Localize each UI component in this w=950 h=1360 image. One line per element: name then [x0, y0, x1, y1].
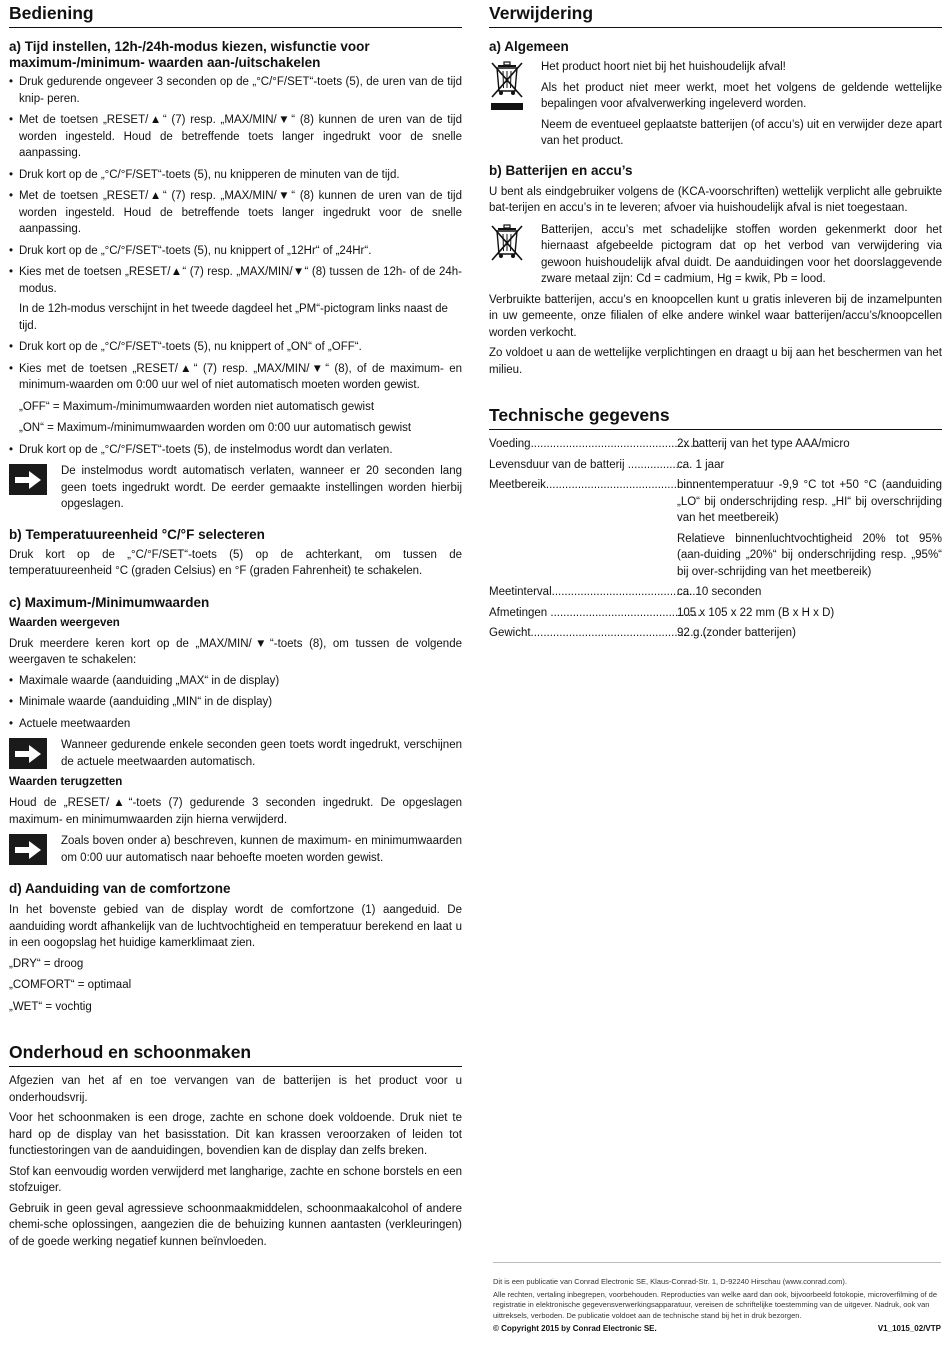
arrow-right-icon: [9, 834, 47, 865]
spec-row: [489, 457, 942, 474]
wet-line: „WET“ = vochtig: [9, 1000, 92, 1013]
spec-label: Voeding.....................................................: [489, 438, 700, 450]
weee-block: [489, 59, 942, 150]
batterijen-p3: Verbruikte batterijen, accu’s en knoopcellen kunt u gratis inleveren bij de inzamelpunten in uw gemeente, onze filialen of elke andere winkel waar batterijen/accu’s/knoopcellen worden verkocht.: [489, 293, 942, 339]
section-title-bediening: Bediening: [9, 0, 462, 28]
heading-c-maxmin: c) Maximum-/Minimumwaarden: [9, 594, 210, 610]
maint-p2: Voor het schoonmaken is een droge, zachte en schone doek voldoende. Druk niet te hard op de display van het basisstation. Dit kan krassen veroorzaken of leiden tot functiestoringen van de aanduidingen, bovendien kan de display dan zelfs breken.: [9, 1112, 462, 1157]
on-line: „ON“ = Maximum-/minimumwaarden worden om 0:00 uur automatisch gewist: [19, 422, 412, 434]
list-item: • Druk kort op de „°C/°F/SET“-toets (5), nu knipperen de minuten van de tijd.: [9, 167, 462, 184]
maint-p1: Afgezien van het af en toe vervangen van de batterijen is het product voor u onderhoudsvrij.: [9, 1075, 462, 1104]
spec-row: [489, 477, 942, 527]
spec-row: [489, 584, 942, 601]
batterijen-p1: U bent als eindgebruiker volgens de (KCA-voorschriften) wettelijk verplicht alle gebruikte bat-terijen en accu’s in te leveren; afvoer via huishoudelijk afval is niet toegestaan.: [489, 185, 942, 214]
spec-value: Relatieve binnenluchtvochtigheid 20% tot 95% (aan-duiding „20%“ bij onderschrijding resp. „95%“ bij over-schrijding van het meetbereik): [677, 532, 942, 578]
arrow-right-icon: [9, 738, 47, 769]
section-title-verwijdering: Verwijdering: [489, 0, 942, 28]
note-c-1: [9, 737, 462, 770]
spec-value: ca. 1 jaar: [677, 458, 725, 471]
list-item: • Kies met de toetsen „RESET/▲“ (7) resp. „MAX/MIN/▼“ (8), of de maximum- en minimum-waarden om 0:00 uur wel of niet automatisch moeten worden gewist.: [9, 361, 462, 394]
note-a-text: De instelmodus wordt automatisch verlaten, wanneer er 20 seconden lang geen toets ingedrukt wordt. De eerder gemaakte instellingen worden hierbij opgeslagen.: [61, 465, 462, 510]
list-item: • Druk kort op de „°C/°F/SET“-toets (5), de instelmodus wordt dan verlaten.: [9, 442, 462, 459]
list-item: • Kies met de toetsen „RESET/▲“ (7) resp. „MAX/MIN/▼“ (8) tussen de 12h- of de 24h-modus.: [9, 264, 462, 297]
spec-label: Gewicht.......................................................: [489, 627, 707, 639]
battery-bin-block: [489, 222, 942, 288]
algemeen-p1: Het product hoort niet bij het huishoudelijk afval!: [541, 61, 786, 73]
spec-table: [489, 436, 942, 642]
algemeen-p3: Neem de eventueel geplaatste batterijen (of accu’s) uit en verwijder deze apart van het product.: [541, 118, 942, 147]
note-a: [9, 463, 462, 513]
left-column: [9, 0, 462, 1250]
list-a-2: [9, 339, 462, 394]
list-item: • Minimale waarde (aanduiding „MIN“ in de display): [9, 694, 462, 711]
section-title-technische-gegevens: Technische gegevens: [489, 402, 942, 430]
heading-b-temp: b) Temperatuureenheid °C/°F selecteren: [9, 526, 265, 542]
right-column: [489, 0, 942, 642]
heading-a-tijd: a) Tijd instellen, 12h-/24h-modus kiezen, wisfunctie voor maximum-/minimum- waarden aan-/uitschakelen: [9, 39, 370, 70]
list-c: [9, 673, 462, 733]
arrow-right-icon: [9, 464, 47, 495]
pm-note: In de 12h-modus verschijnt in het tweede dagdeel het „PM“-pictogram links naast de tijd.: [19, 303, 448, 332]
imprint-footer: [493, 1262, 941, 1333]
spec-label: Levensduur van de batterij ..................: [489, 458, 686, 471]
dry-line: „DRY“ = droog: [9, 957, 84, 970]
footer-rights: Alle rechten, vertaling inbegrepen, voorbehouden. Reproducties van welke aard dan ook, bijvoorbeeld fotokopie, microverfilming of de registratie in elektronische gegevensverwerkingsapparatuur, vereisen de schriftelijke toestemming van de uitgever. Nadruk, ook van uittreksels, verboden. De publicatie voldoet aan de technische stand bij het in druk bezorgen.: [493, 1289, 938, 1320]
list-a-1: [9, 74, 462, 297]
note-c-2-text: Zoals boven onder a) beschreven, kunnen de maximum- en minimumwaarden om 0:00 uur automatisch naar behoefte moeten worden gewist.: [61, 835, 462, 864]
algemeen-p2: Als het product niet meer werkt, moet het volgens de geldende wettelijke bepalingen voor afvalverwerking ingeleverd worden.: [541, 81, 942, 110]
maint-p4: Gebruik in geen geval agressieve schoonmaakmiddelen, schoonmaakalcohol of andere chemi-sche oplossingen, aangezien die de behuizing kunnen aantasten (verkleuringen) of de goede werking negatief kunnen beïnvloeden.: [9, 1202, 462, 1248]
section-title-onderhoud: Onderhoud en schoonmaken: [9, 1039, 462, 1067]
spec-row: [489, 436, 942, 453]
batterijen-p4: Zo voldoet u aan de wettelijke verplichtingen en draagt u bij aan het beschermen van het milieu.: [489, 347, 942, 376]
footer-publisher: Dit is een publicatie van Conrad Electronic SE, Klaus-Conrad-Str. 1, D-92240 Hirschau (www.conrad.com).: [493, 1277, 847, 1286]
subheading-waarden-weergeven: Waarden weergeven: [9, 616, 120, 629]
crossed-bin-icon: [489, 222, 527, 267]
text-c-1: Druk meerdere keren kort op de „MAX/MIN/▼“-toets (8), om tussen de volgende weergaven te schakelen:: [9, 637, 462, 666]
subheading-waarden-terugzetten: Waarden terugzetten: [9, 776, 123, 788]
comfort-line: „COMFORT“ = optimaal: [9, 979, 132, 991]
list-item: • Maximale waarde (aanduiding „MAX“ in de display): [9, 673, 462, 690]
footer-copyright-row: [493, 1324, 941, 1333]
note-c-2: [9, 833, 462, 866]
heading-batterijen: b) Batterijen en accu’s: [489, 162, 633, 178]
spec-label: Meetbereik...............................................: [489, 479, 697, 491]
spec-label: Afmetingen ...............................................: [489, 606, 701, 619]
footer-copyright: © Copyright 2015 by Conrad Electronic SE.: [493, 1324, 657, 1333]
spec-row: [489, 531, 942, 581]
spec-value: ca. 10 seconden: [677, 586, 762, 598]
spec-row: [489, 625, 942, 642]
list-item: • Met de toetsen „RESET/▲“ (7) resp. „MAX/MIN/▼“ (8) kunnen de uren van de tijd worden ingesteld. Houd de betreffende toets langer ingedrukt voor de snelle aanpassing.: [9, 112, 462, 162]
heading-algemeen: a) Algemeen: [489, 39, 569, 54]
spec-label: Meetinterval..............................................: [489, 586, 699, 598]
crossed-bin-icon: [489, 59, 527, 116]
text-d: In het bovenste gebied van de display wordt de comfortzone (1) aangeduid. De aanduiding wordt afhankelijk van de luchtvochtigheid en temperatuur berekend en laat u in een oogopslag het huidige kamerklimaat zien.: [9, 904, 462, 949]
maint-p3: Stof kan eenvoudig worden verwijderd met langharige, zachte en schone borstels en een stofzuiger.: [9, 1165, 462, 1194]
spec-value: binnentemperatuur -9,9 °C tot +50 °C (aanduiding „LO“ bij onderschrijding resp. „HI“ bij overschrijding van het meetbereik): [677, 479, 942, 524]
list-item: • Druk kort op de „°C/°F/SET“-toets (5), nu knippert of „12Hr“ of „24Hr“.: [9, 243, 462, 260]
text-b: Druk kort op de „°C/°F/SET“-toets (5) op de achterkant, om tussen de temperatuureenheid °C (graden Celsius) en °F (graden Fahrenheit) te schakelen.: [9, 548, 462, 577]
spec-value: 2x batterij van het type AAA/micro: [677, 438, 850, 450]
off-line: „OFF“ = Maximum-/minimumwaarden worden niet automatisch gewist: [19, 400, 375, 413]
list-item: • Druk gedurende ongeveer 3 seconden op de „°C/°F/SET“-toets (5), de uren van de tijd knip- peren.: [9, 74, 462, 107]
heading-d-comfort: d) Aanduiding van de comfortzone: [9, 881, 231, 896]
spec-row: [489, 605, 942, 622]
spec-label: [489, 531, 677, 581]
spec-value: 105 x 105 x 22 mm (B x H x D): [677, 606, 835, 619]
list-item: • Druk kort op de „°C/°F/SET“-toets (5), nu knippert of „ON“ of „OFF“.: [9, 339, 462, 356]
spec-value: 92 g (zonder batterijen): [677, 627, 796, 639]
footer-version: V1_1015_02/VTP: [877, 1324, 941, 1333]
batterijen-p2: Batterijen, accu’s met schadelijke stoffen worden gekenmerkt door het hiernaast afgebeelde pictogram dat op het verbod van verwijdering via gewoon huishoudelijk afval duidt. De aanduidingen voor het doorslaggevende zware metaal zijn: Cd = cadmium, Hg = kwik, Pb = lood.: [541, 223, 942, 285]
text-c-2: Houd de „RESET/▲“-toets (7) gedurende 3 seconden ingedrukt. De opgeslagen maximum- en minimumwaarden zijn hierna verwijderd.: [9, 797, 462, 826]
list-a-3: [9, 442, 462, 459]
note-c-1-text: Wanneer gedurende enkele seconden geen toets wordt ingedrukt, verschijnen de actuele meetwaarden automatisch.: [61, 739, 462, 768]
list-item: • Met de toetsen „RESET/▲“ (7) resp. „MAX/MIN/▼“ (8) kunnen de uren van de tijd worden ingesteld. Houd de betreffende toets langer ingedrukt voor de snelle aanpassing.: [9, 188, 462, 238]
list-item: • Actuele meetwaarden: [9, 716, 462, 733]
